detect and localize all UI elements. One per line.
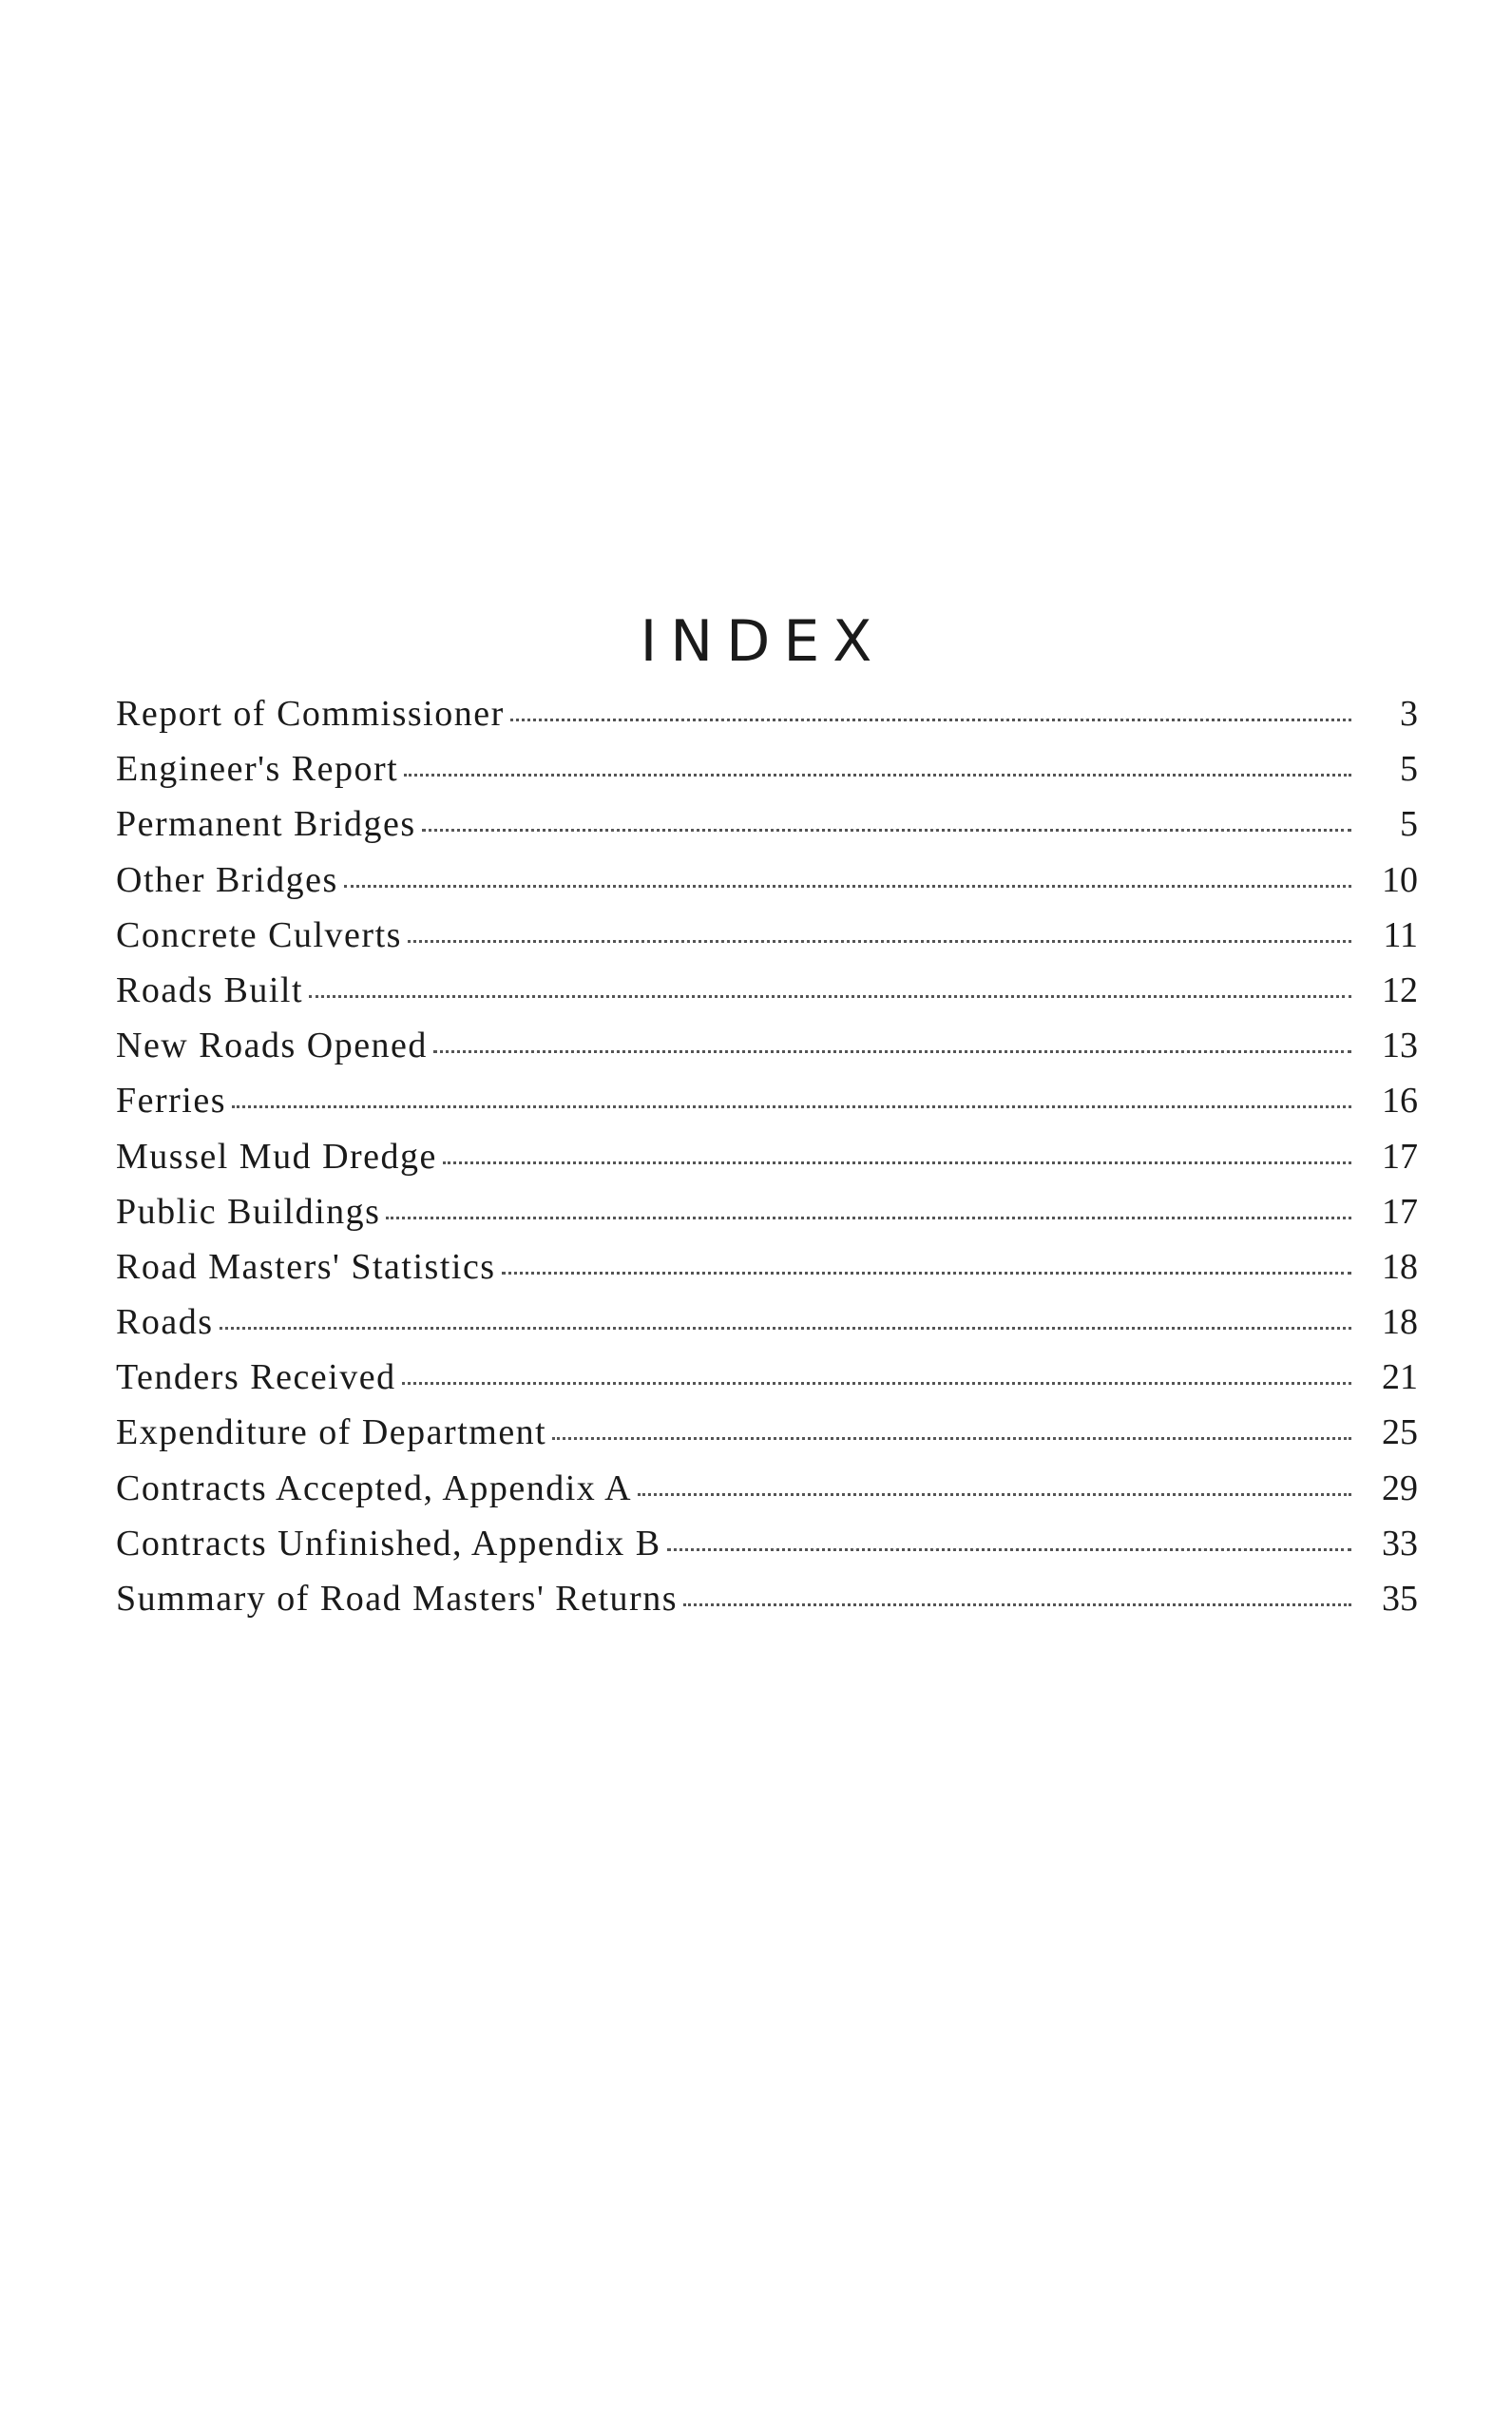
dot-leader — [402, 1382, 1351, 1385]
index-entry-page-number: 17 — [1382, 1136, 1418, 1177]
index-entry-page-number: 16 — [1382, 1081, 1418, 1122]
dot-leader — [344, 885, 1351, 888]
dot-leader — [386, 1217, 1351, 1219]
index-entry-label: Engineer's Report — [116, 749, 399, 790]
index-entry-label: Expenditure of Department — [116, 1412, 547, 1453]
index-entry-page-number: 25 — [1382, 1412, 1418, 1453]
index-entry — [116, 1073, 1418, 1128]
index-entry — [116, 1405, 1418, 1460]
dot-leader — [422, 829, 1351, 832]
index-entry — [116, 1018, 1418, 1073]
index-entry-label: Road Masters' Statistics — [116, 1246, 496, 1287]
index-entry-page-number: 3 — [1400, 694, 1418, 734]
index-entry — [116, 796, 1418, 852]
index-entry — [116, 1350, 1418, 1405]
dot-leader — [443, 1161, 1351, 1164]
index-entry-label: Mussel Mud Dredge — [116, 1136, 437, 1177]
index-entry-label: Roads — [116, 1302, 214, 1343]
dot-leader — [408, 940, 1351, 943]
index-entry — [116, 1461, 1418, 1516]
index-entry-label: Report of Commissioner — [116, 694, 505, 734]
dot-leader — [220, 1327, 1352, 1330]
index-entry — [116, 908, 1418, 963]
index-entry-page-number: 13 — [1382, 1026, 1418, 1066]
index-entry — [116, 963, 1418, 1018]
index-entry-label: Summary of Road Masters' Returns — [116, 1579, 679, 1619]
index-entry-label: Contracts Accepted, Appendix A — [116, 1467, 633, 1508]
index-entry-label: Ferries — [116, 1081, 227, 1122]
index-entry-page-number: 5 — [1400, 804, 1418, 845]
index-entry-label: Public Buildings — [116, 1191, 381, 1232]
index-entry-label: Roads Built — [116, 969, 304, 1010]
page-title: INDEX — [640, 608, 886, 675]
index-entry — [116, 1516, 1418, 1571]
index-entry-label: Tenders Received — [116, 1357, 396, 1398]
dot-leader — [433, 1050, 1351, 1053]
index-entry-page-number: 5 — [1400, 749, 1418, 790]
dot-leader — [309, 995, 1351, 998]
dot-leader — [502, 1272, 1351, 1275]
index-entry — [116, 1239, 1418, 1295]
index-entry-page-number: 21 — [1382, 1357, 1418, 1398]
index-entry-page-number: 18 — [1382, 1246, 1418, 1287]
index-entry-label: New Roads Opened — [116, 1026, 428, 1066]
index-entry-page-number: 18 — [1382, 1302, 1418, 1343]
index-entry-page-number: 35 — [1382, 1579, 1418, 1619]
index-entry — [116, 1295, 1418, 1350]
index-entry — [116, 1184, 1418, 1239]
index-entry-label: Permanent Bridges — [116, 804, 416, 845]
index-entry — [116, 1129, 1418, 1184]
index-entry — [116, 1571, 1418, 1626]
index-entry-page-number: 29 — [1382, 1467, 1418, 1508]
dot-leader — [232, 1105, 1351, 1108]
index-entry — [116, 853, 1418, 908]
dot-leader — [552, 1437, 1351, 1440]
dot-leader — [404, 774, 1351, 777]
index-entry-page-number: 11 — [1383, 914, 1418, 955]
index-entry-label: Concrete Culverts — [116, 914, 402, 955]
dot-leader — [667, 1548, 1351, 1551]
index-list — [116, 686, 1418, 1626]
index-entry — [116, 686, 1418, 741]
index-entry-label: Other Bridges — [116, 859, 338, 900]
dot-leader — [510, 719, 1351, 721]
index-entry-label: Contracts Unfinished, Appendix B — [116, 1523, 661, 1563]
index-entry-page-number: 17 — [1382, 1191, 1418, 1232]
index-entry-page-number: 10 — [1382, 859, 1418, 900]
dot-leader — [683, 1603, 1351, 1606]
index-entry-page-number: 33 — [1382, 1523, 1418, 1563]
dot-leader — [638, 1493, 1351, 1496]
index-entry — [116, 741, 1418, 796]
index-entry-page-number: 12 — [1382, 969, 1418, 1010]
